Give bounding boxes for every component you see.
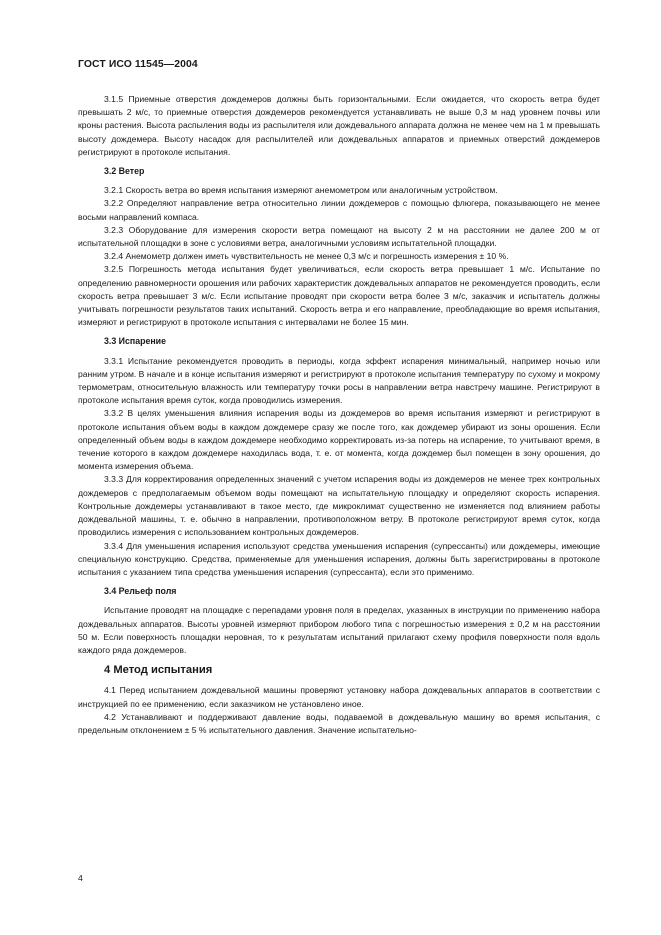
section-heading-4: 4 Метод испытания [104,664,213,677]
paragraph-4-1: 4.1 Перед испытанием дождевальной машины проверяют установку набора дождевальных аппаратов в соответствии с инструкцией по ее применению, если заказчиком не установлено иное. [78,685,600,709]
document-header: ГОСТ ИСО 11545—2004 [78,59,198,70]
paragraph-4-2: 4.2 Устанавливают и поддерживают давление воды, подаваемой в дождевальную машину во время испытания, с предельным отклонением ± 5 % испытательного давления. Значение испытательно- [78,711,600,735]
paragraph-3-3-3: 3.3.3 Для корректирования определенных значений с учетом испарения воды из дождемеров не менее трех контрольных дождемеров с предполагаемым объемом воды помещают на испытательную площадку и определяют скорость испарения. Контрольные дождемеры устанавливают в такое место, где микроклимат существенно не изменяется под влиянием работы дождевальной машины, т. е. обычно в направлении, противоположном ветру. В протоколе регистрируют время суток, когда проводились измерения с использованием контрольных дождемеров. [78,474,600,538]
document-body [78,93,600,737]
section-heading-3-2: 3.2 Ветер [104,166,145,177]
page-number: 4 [78,873,83,883]
paragraph-3-4: Испытание проводят на площадке с перепадами уровня поля в пределах, указанных в инструкции по применению набора дождевальных аппаратов. Высоты уровней измеряют прибором любого типа с погрешностью измерения ± 0,2 м на расстоянии 50 м. Если поверхность площадки неровная, то к результатам испытаний прилагают схему профиля поверхности поля вдоль каждого ряда дождемеров. [78,605,600,655]
paragraph-3-2-4: 3.2.4 Анемометр должен иметь чувствительность не менее 0,3 м/с и погрешность измерения ± 10 %. [104,251,509,262]
paragraph-3-1-5: 3.1.5 Приемные отверстия дождемеров должны быть горизонтальными. Если ожидается, что скорость ветра будет превышать 2 м/с, то приемные отверстия дождемеров рекомендуется устанавливать не выше 0,3 м над уровнем почвы или кроны растения. Высота распыления воды из распылителя или дождевального аппарата должна не менее чем на 1 м превышать высоту дождемера. Высоту насадок для распылителей или дождевальных аппаратов и приемных отверстий дождемеров регистрируют в протоколе испытания. [78,94,600,157]
section-heading-3-4: 3.4 Рельеф поля [104,586,177,597]
paragraph-3-2-3: 3.2.3 Оборудование для измерения скорости ветра помещают на высоту 2 м на расстоянии не далее 200 м от испытательной площадки в зоне с условиями ветра, аналогичными условиям испытательной площадки. [78,224,600,249]
paragraph-3-3-4: 3.3.4 Для уменьшения испарения используют средства уменьшения испарения (супрессанты) или дождемеры, имеющие специальную конструкцию. Средства, применяемые для уменьшения испарения, должны быть зарегистрированы в протоколе испытания с указанием типа средства уменьшения испарения (супрессанта), если это применимо. [78,540,600,577]
paragraph-3-3-2: 3.3.2 В целях уменьшения влияния испарения воды из дождемеров во время испытания измеряют и регистрируют в протоколе испытания объем воды в каждом дождемере сразу же после того, как дождемер убирают из зоны орошения. Если определенный объем воды в каждом дождемере необходимо корректировать из-за потерь на испарение, то учитывают время, в течение которого в каждом дождемере находилась вода, т. е. от момента, когда дождемер был помещен в зону орошения, до момента измерения объема. [78,408,600,472]
section-heading-3-3: 3.3 Испарение [104,336,166,347]
paragraph-3-2-2: 3.2.2 Определяют направление ветра относительно линии дождемеров с помощью флюгера, показывающего не менее восьми направлений компаса. [78,198,600,222]
paragraph-3-2-5: 3.2.5 Погрешность метода испытания будет увеличиваться, если скорость ветра превышает 1 м/с. Испытание по определению равномерности орошения или рабочих характеристик дождевальных аппаратов не рекомендуется проводить, если скорость ветра превышает 3 м/с. Если испытание проводят при скорости ветра более 3 м/с, заказчик и испытатель должны учитывать погрешности результатов таких испытаний. Скорость ветра и его направление, преобладающие во время испытания, измеряют и регистрируют в протоколе испытания с интервалами не более 15 мин. [78,264,600,328]
paragraph-3-2-1: 3.2.1 Скорость ветра во время испытания измеряют анемометром или аналогичным устройством. [104,185,498,196]
paragraph-3-3-1: 3.3.1 Испытание рекомендуется проводить в периоды, когда эффект испарения минимальный, например ночью или ранним утром. В начале и в конце испытания измеряют и регистрируют в протоколе испытания температуру по сухому и мокрому термометрам, относительную влажность или температуру точки росы в направлении ветра навстречу машине. Регистрируют в протоколе испытания время суток, когда проводились измерения. [78,355,600,406]
